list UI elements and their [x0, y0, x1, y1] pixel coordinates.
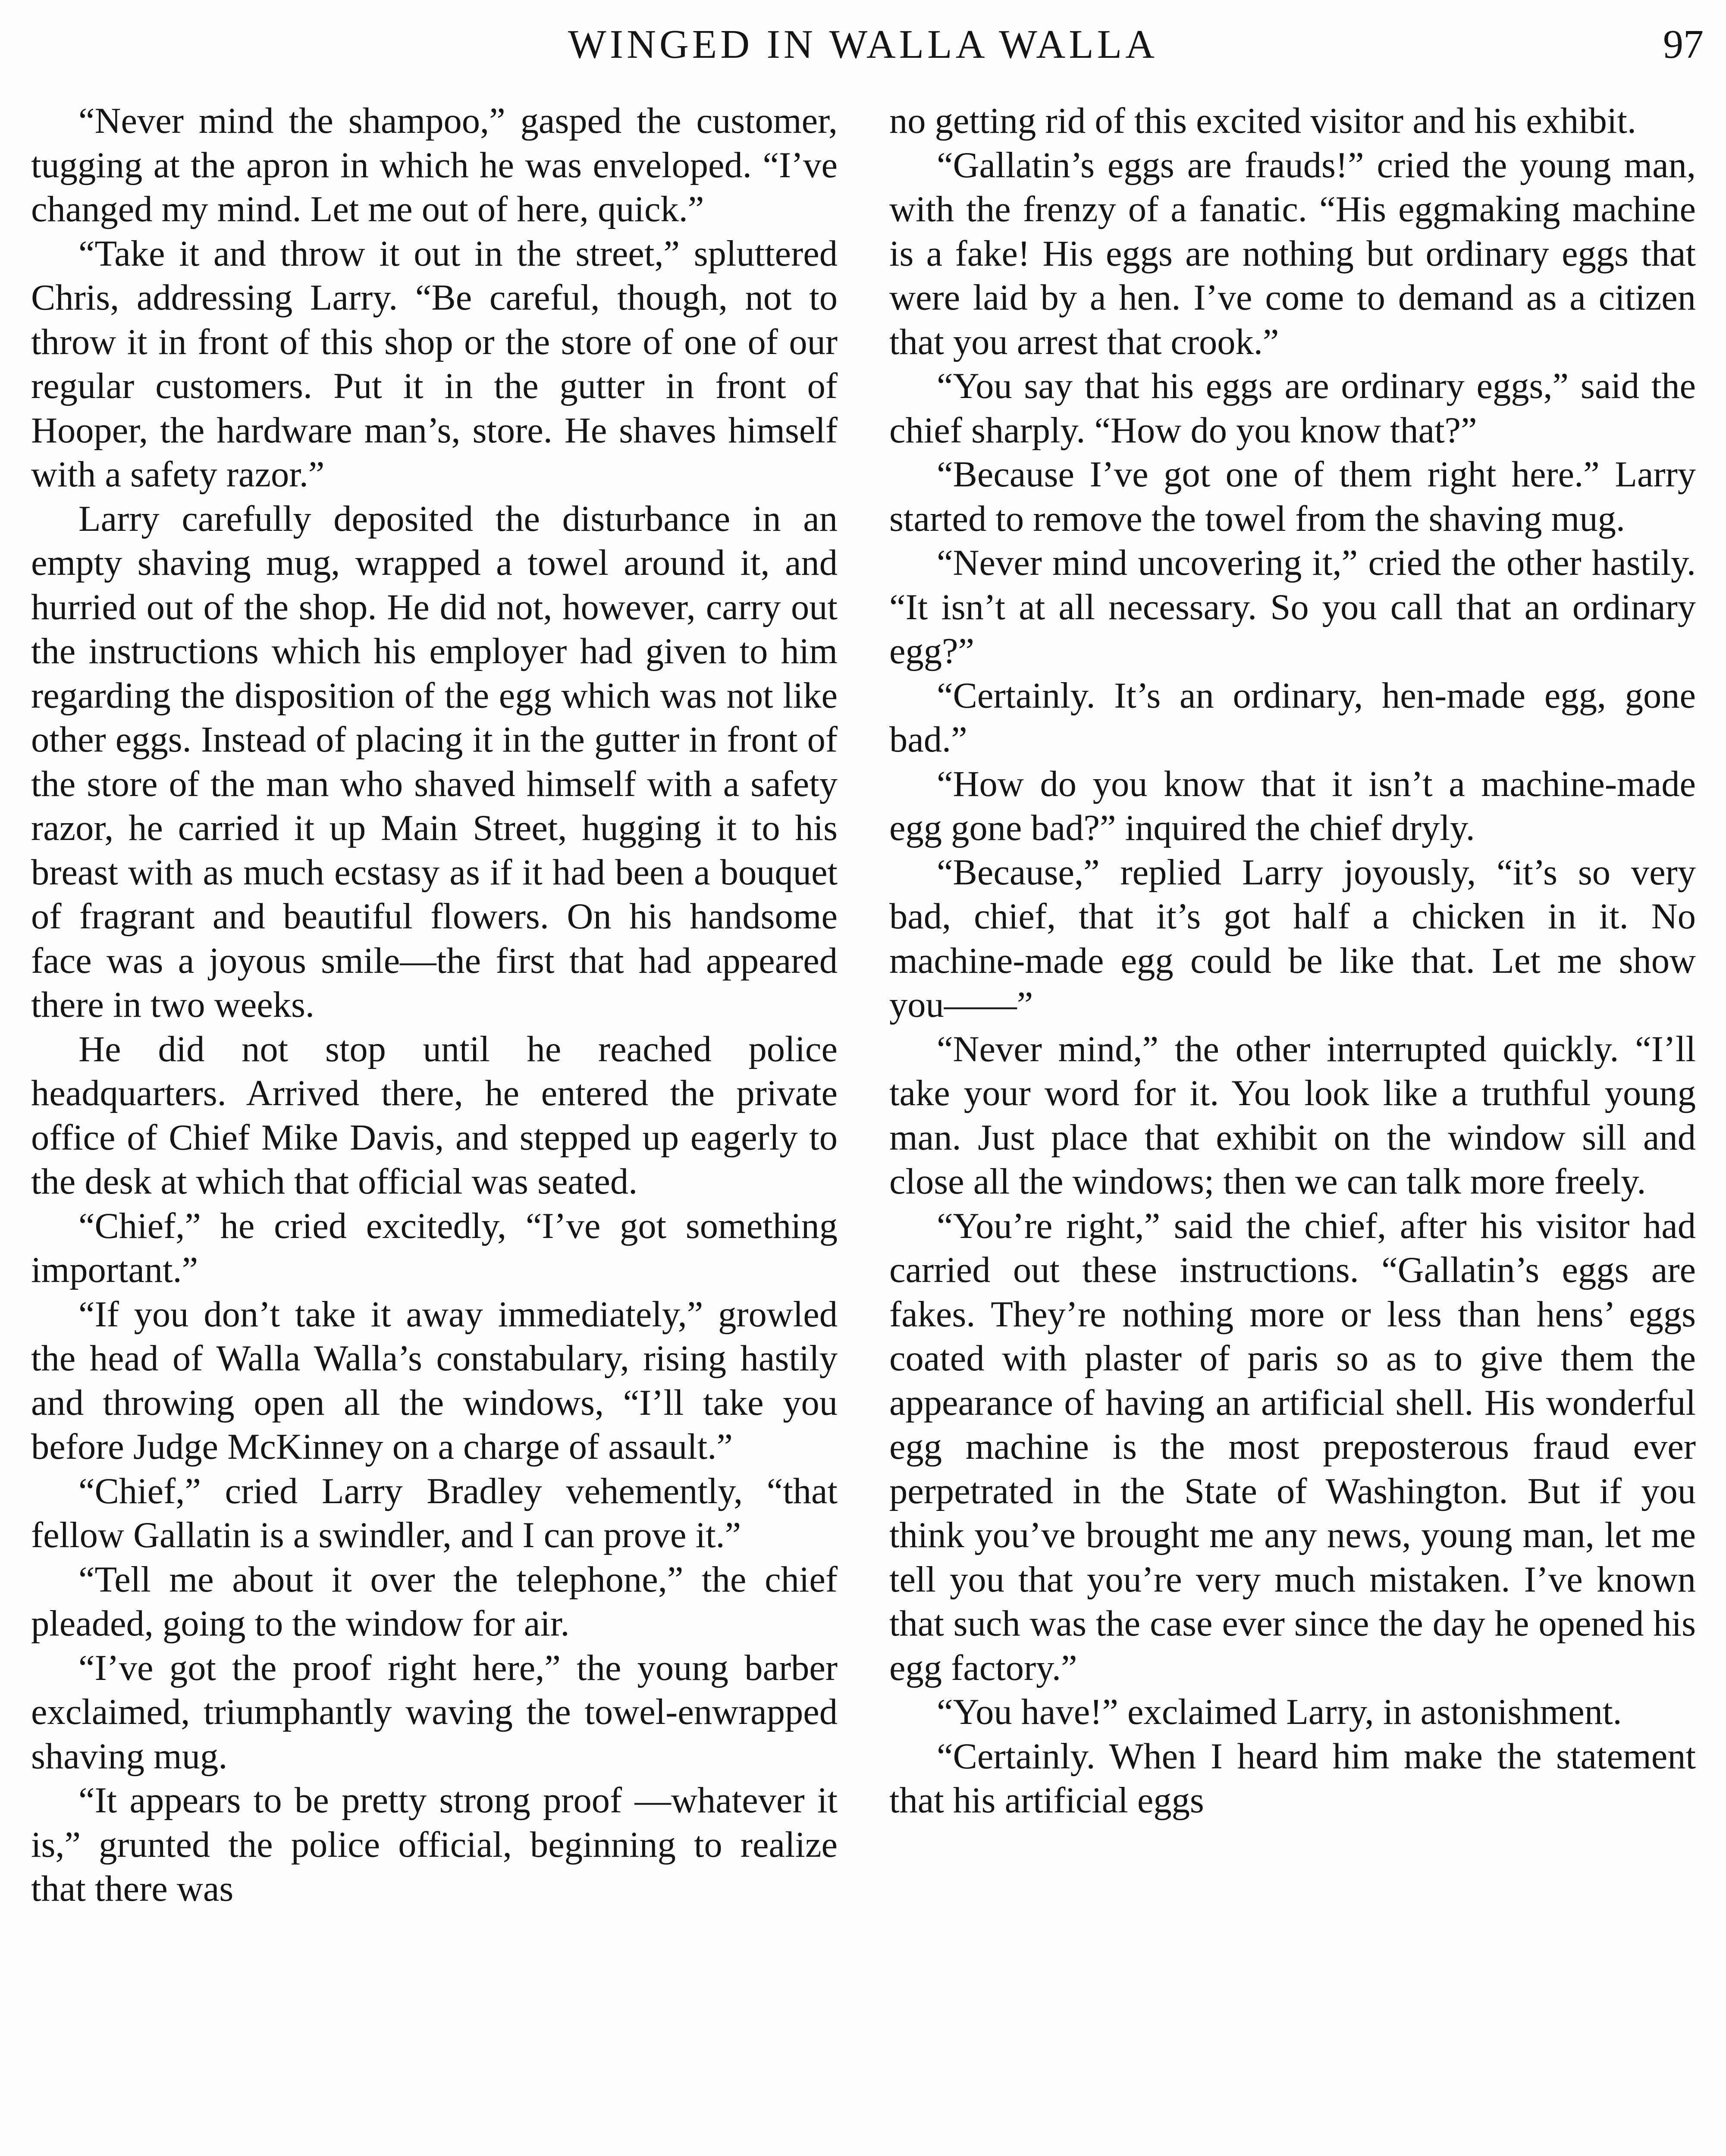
- paragraph: He did not stop until he reached police headquarters. Arrived there, he entered the private office of Chief Mike Davis, and stepped up eagerly to the desk at which that official was seated.: [31, 1029, 838, 1202]
- paragraph: “Never mind uncovering it,” cried the other hastily. “It isn’t at all necessary. So you call that an ordinary egg?”: [889, 543, 1696, 671]
- paragraph: “You have!” exclaimed Larry, in astonishment.: [937, 1692, 1622, 1732]
- paragraph: “Gallatin’s eggs are frauds!” cried the young man, with the frenzy of a fanatic. “His eggmaking machine is a fake! His eggs are nothing but ordinary eggs that were laid by a hen. I’ve come to demand as a citizen that you arrest that crook.”: [889, 145, 1696, 362]
- paragraph: Larry carefully deposited the disturbance in an empty shaving mug, wrapped a towel around it, and hurried out of the shop. He did not, however, carry out the instructions which his employer had given to him regarding the disposition of the egg which was not like other eggs. Instead of placing it in the gutter in front of the store of the man who shaved himself with a safety razor, he carried it up Main Street, hugging it to his breast with as much ecstasy as if it had been a bouquet of fragrant and beautiful flowers. On his handsome face was a joyous smile—the first that had appeared there in two weeks.: [31, 498, 838, 1025]
- paragraph: “It appears to be pretty strong proof —whatever it is,” grunted the police official, beginning to realize that there was: [31, 1780, 838, 1909]
- paragraph: “You’re right,” said the chief, after his visitor had carried out these instructions. “Gallatin’s eggs are fakes. They’re nothing more or less than hens’ eggs coated with plaster of paris so as to give them the appearance of having an artificial shell. His wonderful egg machine is the most preposterous fraud ever perpetrated in the State of Washington. But if you think you’ve brought me any news, young man, let me tell you that you’re very much mistaken. I’ve known that such was the case ever since the day he opened his egg factory.”: [889, 1206, 1696, 1688]
- running-head: [0, 12, 1726, 81]
- paragraph: “Chief,” he cried excitedly, “I’ve got something important.”: [31, 1206, 838, 1290]
- page-number: 97: [1663, 22, 1704, 67]
- paragraph: “How do you know that it isn’t a machine-made egg gone bad?” inquired the chief dryly.: [889, 764, 1696, 848]
- paragraph: “Tell me about it over the telephone,” the chief pleaded, going to the window for air.: [31, 1559, 838, 1644]
- paragraph: “You say that his eggs are ordinary eggs,” said the chief sharply. “How do you know that?”: [889, 366, 1696, 451]
- paragraph: “Certainly. It’s an ordinary, hen-made egg, gone bad.”: [889, 675, 1696, 760]
- left-text-column: [31, 99, 838, 2156]
- paragraph: “Chief,” cried Larry Bradley vehemently, “that fellow Gallatin is a swindler, and I can prove it.”: [31, 1471, 838, 1555]
- paragraph: “Never mind,” the other interrupted quickly. “I’ll take your word for it. You look like a truthful young man. Just place that exhibit on the window sill and close all the windows; then we can talk more freely.: [889, 1029, 1696, 1202]
- paragraph: “Take it and throw it out in the street,” spluttered Chris, addressing Larry. “Be careful, though, not to throw it in front of this shop or the store of one of our regular customers. Put it in the gutter in front of Hooper, the hardware man’s, store. He shaves himself with a safety razor.”: [31, 233, 838, 495]
- paragraph: “I’ve got the proof right here,” the young barber exclaimed, triumphantly waving the towel-enwrapped shaving mug.: [31, 1648, 838, 1777]
- paragraph: “Never mind the shampoo,” gasped the customer, tugging at the apron in which he was enveloped. “I’ve changed my mind. Let me out of here, quick.”: [31, 101, 838, 229]
- paragraph: “Because I’ve got one of them right here.” Larry started to remove the towel from the shaving mug.: [889, 454, 1696, 539]
- right-text-column: [889, 99, 1696, 2156]
- paragraph: “Because,” replied Larry joyously, “it’s so very bad, chief, that it’s got half a chicken in it. No machine-made egg could be like that. Let me show you——”: [889, 852, 1696, 1025]
- continued-paragraph: no getting rid of this excited visitor and his exhibit.: [889, 101, 1637, 141]
- paragraph: “If you don’t take it away immediately,” growled the head of Walla Walla’s constabulary, rising hastily and throwing open all the windows, “I’ll take you before Judge McKinney on a charge of assault.”: [31, 1294, 838, 1467]
- paragraph: “Certainly. When I heard him make the statement that his artificial eggs: [889, 1736, 1696, 1821]
- running-title: WINGED IN WALLA WALLA: [568, 22, 1158, 67]
